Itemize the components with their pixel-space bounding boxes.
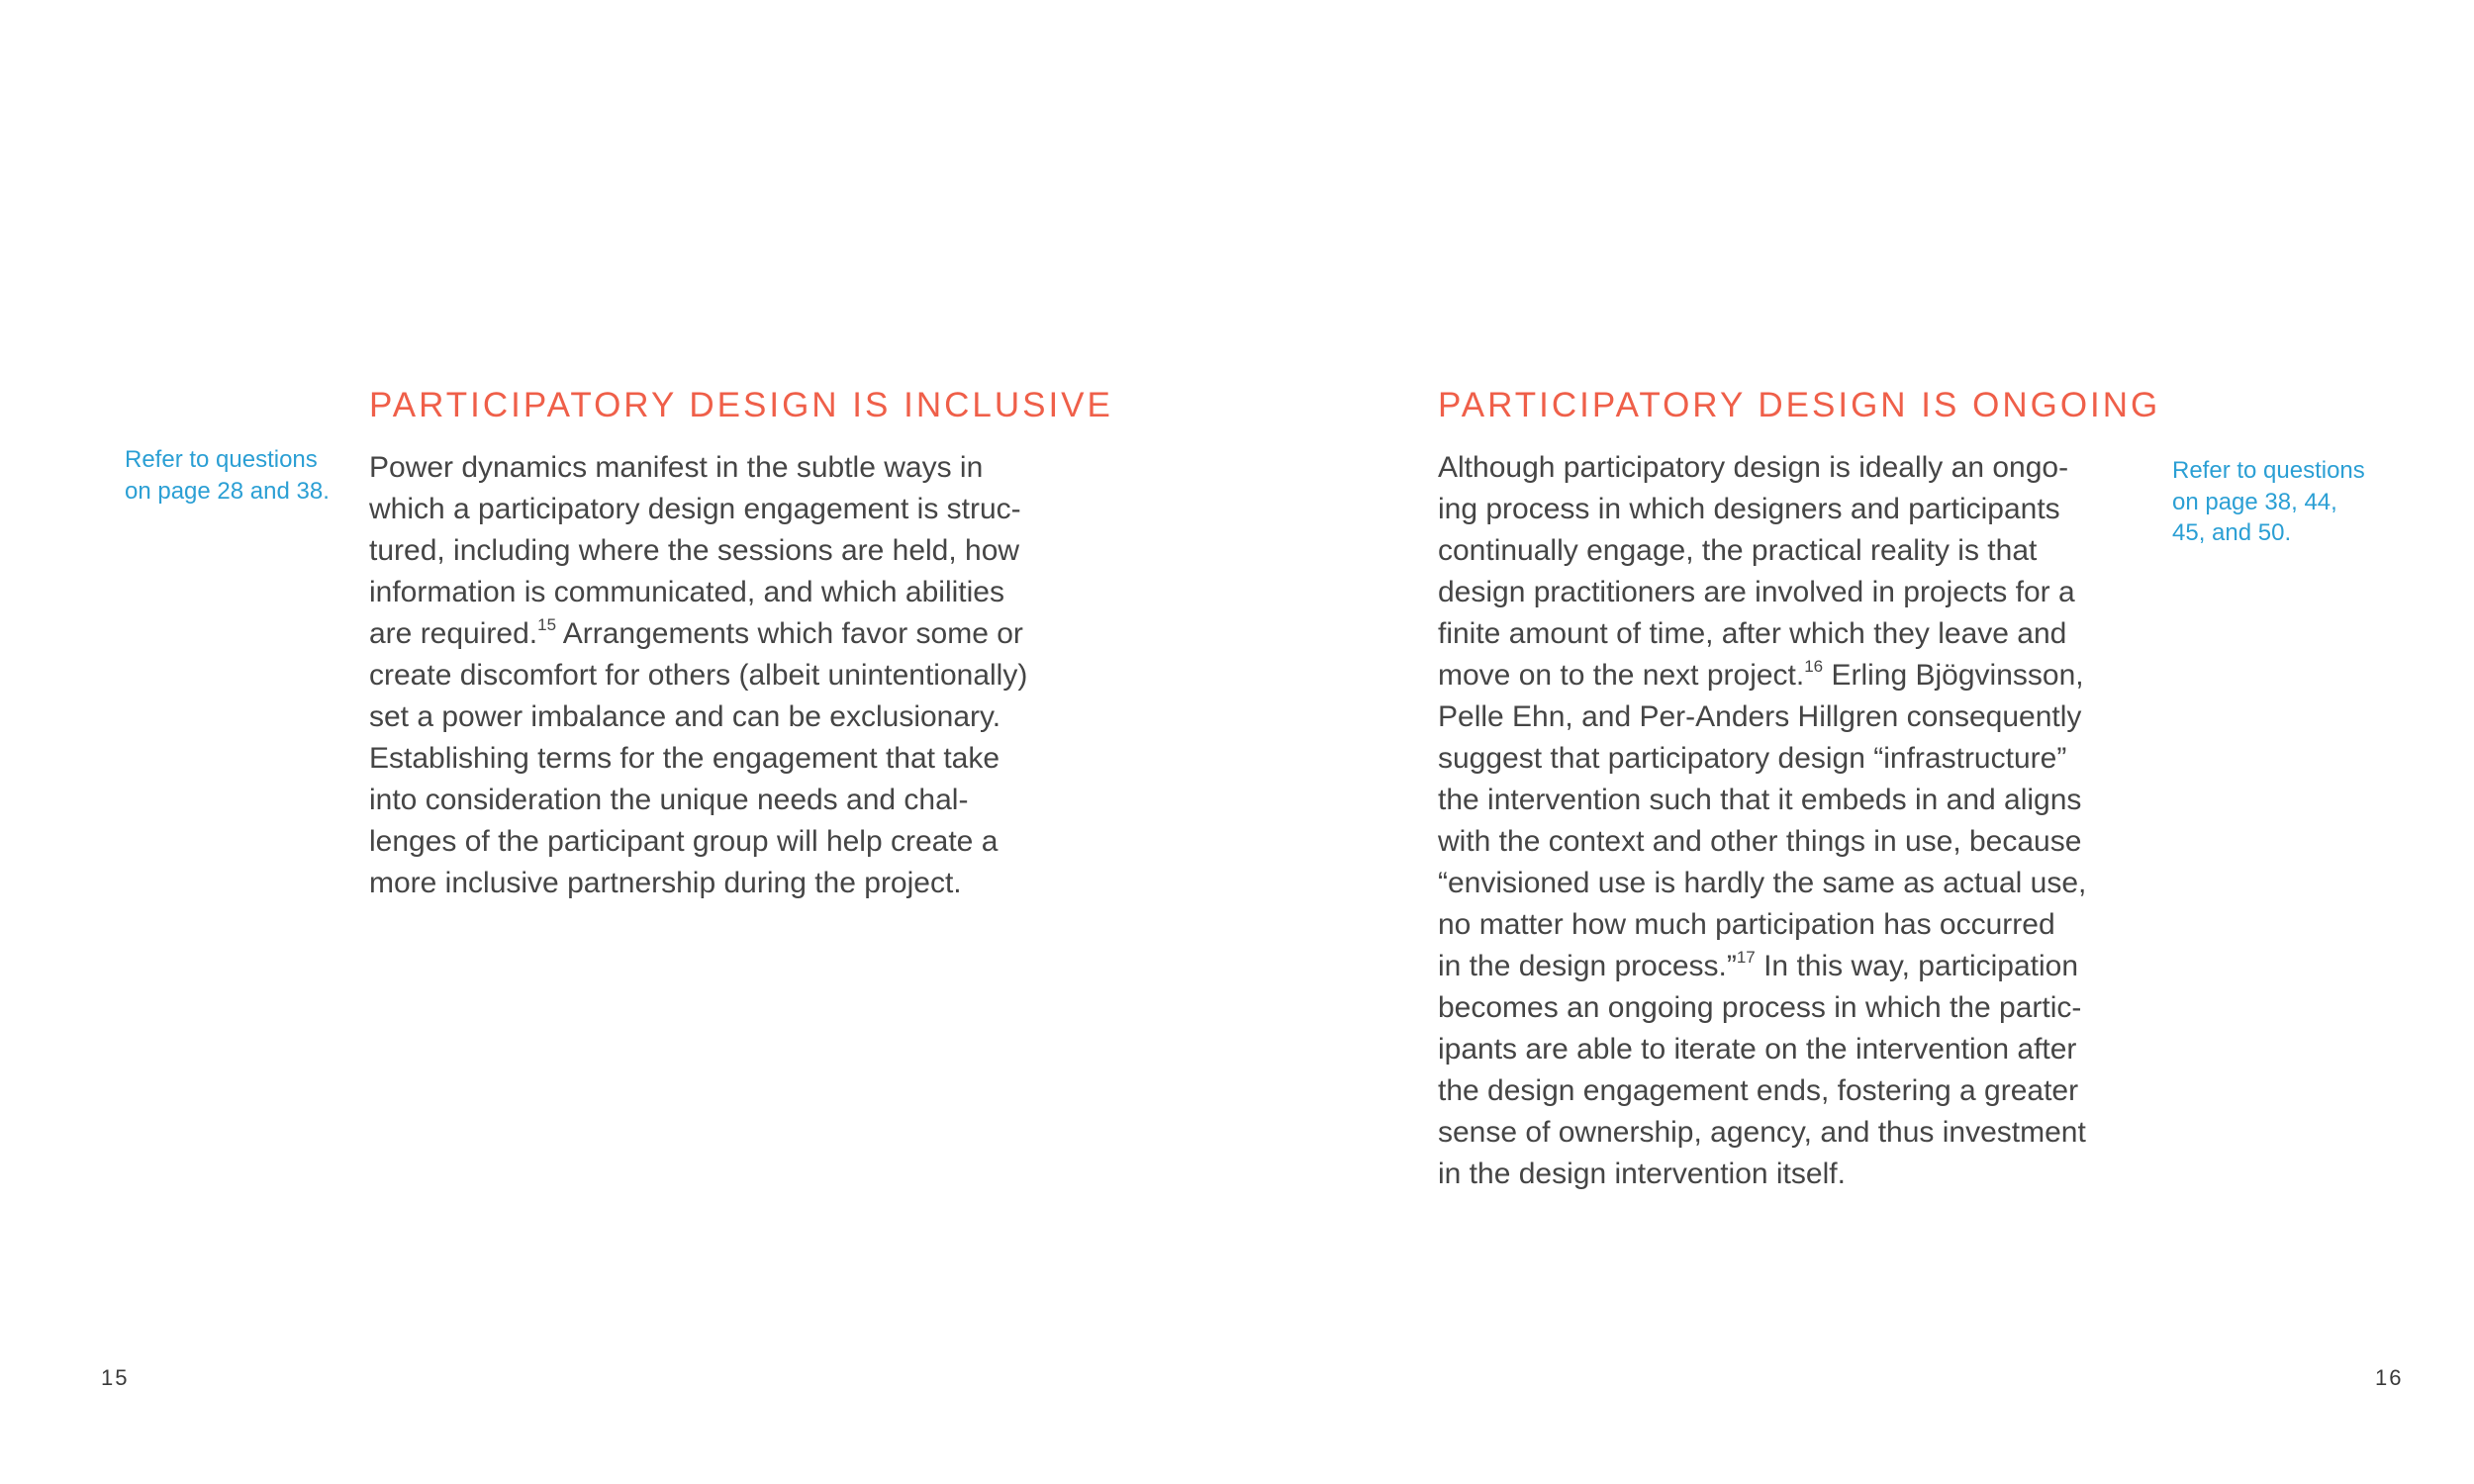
body-line: [369, 655, 1027, 696]
body-line-text: design practitioners are involved in projects for a: [1438, 576, 2075, 608]
body-line-text: ipants are able to iterate on the intervention after: [1438, 1033, 2077, 1066]
body-line-text: In this way, participation: [1755, 950, 2079, 982]
body-line: [1438, 904, 2086, 946]
body-line-text: the design engagement ends, fostering a greater: [1438, 1074, 2079, 1107]
right-page-number: 16: [2375, 1365, 2404, 1390]
left-body-paragraph: [369, 447, 1027, 904]
body-line: [1438, 696, 2086, 738]
body-line-text: information is communicated, and which abilities: [369, 576, 1004, 608]
body-line: [1438, 613, 2086, 655]
left-page-number: 15: [101, 1365, 130, 1390]
left-margin-note-line: Refer to questions: [125, 446, 318, 473]
body-line-text: finite amount of time, after which they leave and: [1438, 617, 2067, 650]
body-line: [1438, 987, 2086, 1029]
body-line: [369, 613, 1027, 655]
body-line-text: lenges of the participant group will help create a: [369, 825, 999, 858]
body-line-text: suggest that participatory design “infrastructure”: [1438, 742, 2067, 775]
body-line-text: tured, including where the sessions are held, how: [369, 534, 1020, 567]
body-line: [1438, 1070, 2086, 1112]
body-line: [369, 447, 1027, 489]
body-line: [1438, 1112, 2086, 1154]
body-line-text: no matter how much participation has occurred: [1438, 908, 2055, 941]
body-line-text: ing process in which designers and participants: [1438, 493, 2060, 525]
body-line: [369, 821, 1027, 863]
body-line-text: with the context and other things in use, because: [1438, 825, 2082, 858]
body-line: [1438, 655, 2086, 696]
right-margin-note-line: on page 38, 44,: [2172, 488, 2337, 515]
body-line-text: Although participatory design is ideally an ongo-: [1438, 451, 2069, 484]
body-line: [1438, 946, 2086, 987]
body-line-text: Power dynamics manifest in the subtle ways in: [369, 451, 984, 484]
body-line: [1438, 489, 2086, 530]
body-line-text: which a participatory design engagement is struc-: [369, 493, 1021, 525]
body-line-text: continually engage, the practical reality is that: [1438, 534, 2038, 567]
body-line: [1438, 780, 2086, 821]
body-line: [369, 696, 1027, 738]
body-line: [1438, 738, 2086, 780]
right-body-paragraph: [1438, 447, 2086, 1195]
body-line: [369, 780, 1027, 821]
body-line: [1438, 572, 2086, 613]
body-line-text: into consideration the unique needs and chal-: [369, 784, 969, 816]
body-line-text: Erling Bjögvinsson,: [1823, 659, 2084, 692]
body-line: [1438, 821, 2086, 863]
left-margin-note: [125, 444, 330, 507]
body-line-text: in the design intervention itself.: [1438, 1158, 1846, 1190]
body-line-text: create discomfort for others (albeit unintentionally): [369, 659, 1028, 692]
body-line: [369, 572, 1027, 613]
body-line-text: sense of ownership, agency, and thus investment: [1438, 1116, 2086, 1149]
body-line-text: the intervention such that it embeds in and aligns: [1438, 784, 2082, 816]
body-line: [1438, 863, 2086, 904]
body-line: [369, 489, 1027, 530]
left-section-heading: PARTICIPATORY DESIGN IS INCLUSIVE: [369, 386, 1113, 424]
right-margin-note-line: Refer to questions: [2172, 457, 2365, 484]
body-line-text: more inclusive partnership during the project.: [369, 867, 962, 899]
right-margin-note: [2172, 455, 2365, 549]
body-line: [1438, 1029, 2086, 1070]
body-line-text: becomes an ongoing process in which the partic-: [1438, 991, 2082, 1024]
body-line-text: set a power imbalance and can be exclusionary.: [369, 700, 1001, 733]
right-section-heading: PARTICIPATORY DESIGN IS ONGOING: [1438, 386, 2161, 424]
body-line: [1438, 447, 2086, 489]
body-line: [1438, 1154, 2086, 1195]
body-line-text: Establishing terms for the engagement that take: [369, 742, 1000, 775]
body-line: [369, 863, 1027, 904]
body-line: [369, 530, 1027, 572]
body-line-text: in the design process.”: [1438, 950, 1737, 982]
body-line-text: Arrangements which favor some or: [556, 617, 1023, 650]
body-line: [369, 738, 1027, 780]
footnote-reference: 17: [1736, 948, 1756, 967]
body-line-text: are required.: [369, 617, 538, 650]
body-line-text: Pelle Ehn, and Per-Anders Hillgren consequently: [1438, 700, 2082, 733]
body-line: [1438, 530, 2086, 572]
body-line-text: move on to the next project.: [1438, 659, 1805, 692]
left-margin-note-line: on page 28 and 38.: [125, 477, 330, 505]
footnote-reference: 15: [537, 615, 557, 634]
right-margin-note-line: 45, and 50.: [2172, 519, 2292, 546]
footnote-reference: 16: [1804, 657, 1824, 676]
body-line-text: “envisioned use is hardly the same as actual use,: [1438, 867, 2087, 899]
